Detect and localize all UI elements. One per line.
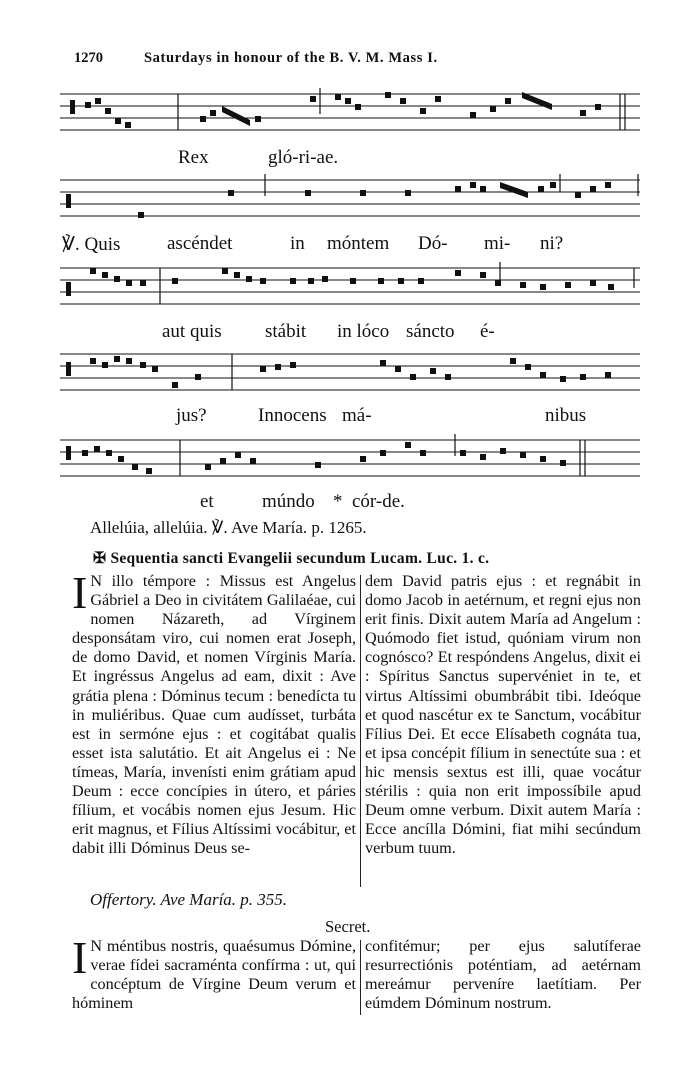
chant-staff-1 [60,88,640,140]
secret-right-text: confitémur; per ejus salutíferae resurrectiónis poténtiam, ad aetérnam mereámur perveníre laetítiam. Per eúmdem Dóminum nostrum. [365,937,641,1013]
chant-lyric: gló-ri-ae. [268,147,339,168]
gospel-dropcap: I [72,567,88,618]
gospel-right-column [365,572,641,858]
alleluia-line: Allelúia, allelúia. ℣. Ave María. p. 1265. [90,518,367,537]
chant-lyric: Rex [178,147,209,168]
secret-dropcap: I [72,932,88,983]
chant-lyric: móntem [327,233,390,254]
running-title: Saturdays in honour of the B. V. M. Mass I. [144,50,438,66]
chant-lyric: má- [342,405,372,426]
chant-lyric: in [290,233,305,254]
chant-lyric: in lóco [337,321,390,342]
chant-lyric: ℣. Quis [62,234,121,255]
gospel-left-column [72,567,356,858]
chant-lyric: * [333,491,343,512]
chant-lyric: múndo [262,491,315,512]
chant-lyric: et [200,491,214,512]
page-number: 1270 [74,50,103,66]
chant-lyric: cór-de. [352,491,405,512]
chant-staff-5 [60,434,640,486]
chant-lyric: ni? [540,233,564,254]
secret-right-column [365,937,641,1013]
column-divider [360,940,361,1015]
chant-lyric: stábit [265,321,307,342]
chant-staff-3 [60,262,640,314]
column-divider [360,575,361,887]
chant-staff-2 [60,174,640,226]
gospel-heading: ✠ Sequentia sancti Evangelii secundum Lucam. Luc. 1. c. [93,550,490,567]
chant-lyric: aut quis [162,321,222,342]
chant-lyric: mi- [484,233,511,254]
secret-left-text: N méntibus nostris, quaésumus Dómine, verae fídei sacraménta confírma : ut, qui concéptum de Vírgine Deum verum et hóminem [72,937,356,1013]
chant-lyric: ascéndet [167,233,233,254]
chant-lyric: Innocens [258,405,327,426]
offertory-line [90,890,670,910]
chant-lyric: é- [480,321,495,342]
gospel-left-text: N illo témpore : Missus est Angelus Gábriel a Deo in civitátem Galilaéae, cui nomen Názareth, ad Vírginem desponsátam viro, cui nomen erat Joseph, de domo David, et nomen Vírginis María. Et ingréssus Angelus ad eam, dixit : Ave grátia plena : Dóminus tecum : benedícta tu in muliéribus. Quae cum audísset, turbáta est in sermóne ejus : et cogitábat qualis esset ista salutátio. Et ait Angelus ei : Ne tímeas, María, invenísti enim grátiam apud Deum : ecce concípies in útero, et páries fílium, et vocábis nomen ejus Jesum. Hic erit magnus, et Fílius Altíssimi vocábitur, et dabit illi Dóminus Deus se- [72,572,356,858]
chant-lyric: nibus [545,405,587,426]
chant-lyric: Dó- [418,233,448,254]
offertory-text: Offertory. Ave María. p. 355. [90,890,288,909]
secret-heading: Secret. [325,917,371,936]
chant-staff-4 [60,348,640,400]
page-header [74,50,634,67]
chant-lyric: jus? [176,405,207,426]
gospel-right-text: dem David patris ejus : et regnábit in domo Jacob in aetérnum, et regni ejus non erit finis. Dixit autem María ad Angelum : Quómodo fiet istud, quóniam virum non cognósco? Et respóndens Angelus, dixit ei : Spíritus Sanctus supervéniet in te, et virtus Altíssimi obumbrábit tibi. Ideóque et quod nascétur ex te Sanctum, vocábitur Fílius Dei. Et ecce Elísabeth cognáta tua, et ipsa concépit fílium in senectúte sua : et hic mensis sextus est illi, quae vocátur stérilis : quia non erit impossíbile apud Deum omne verbum. Dixit autem María : Ecce ancílla Dómini, fiat mihi secúndum verbum tuum. [365,572,641,858]
secret-left-column [72,932,356,1013]
chant-lyric: sáncto [406,321,455,342]
